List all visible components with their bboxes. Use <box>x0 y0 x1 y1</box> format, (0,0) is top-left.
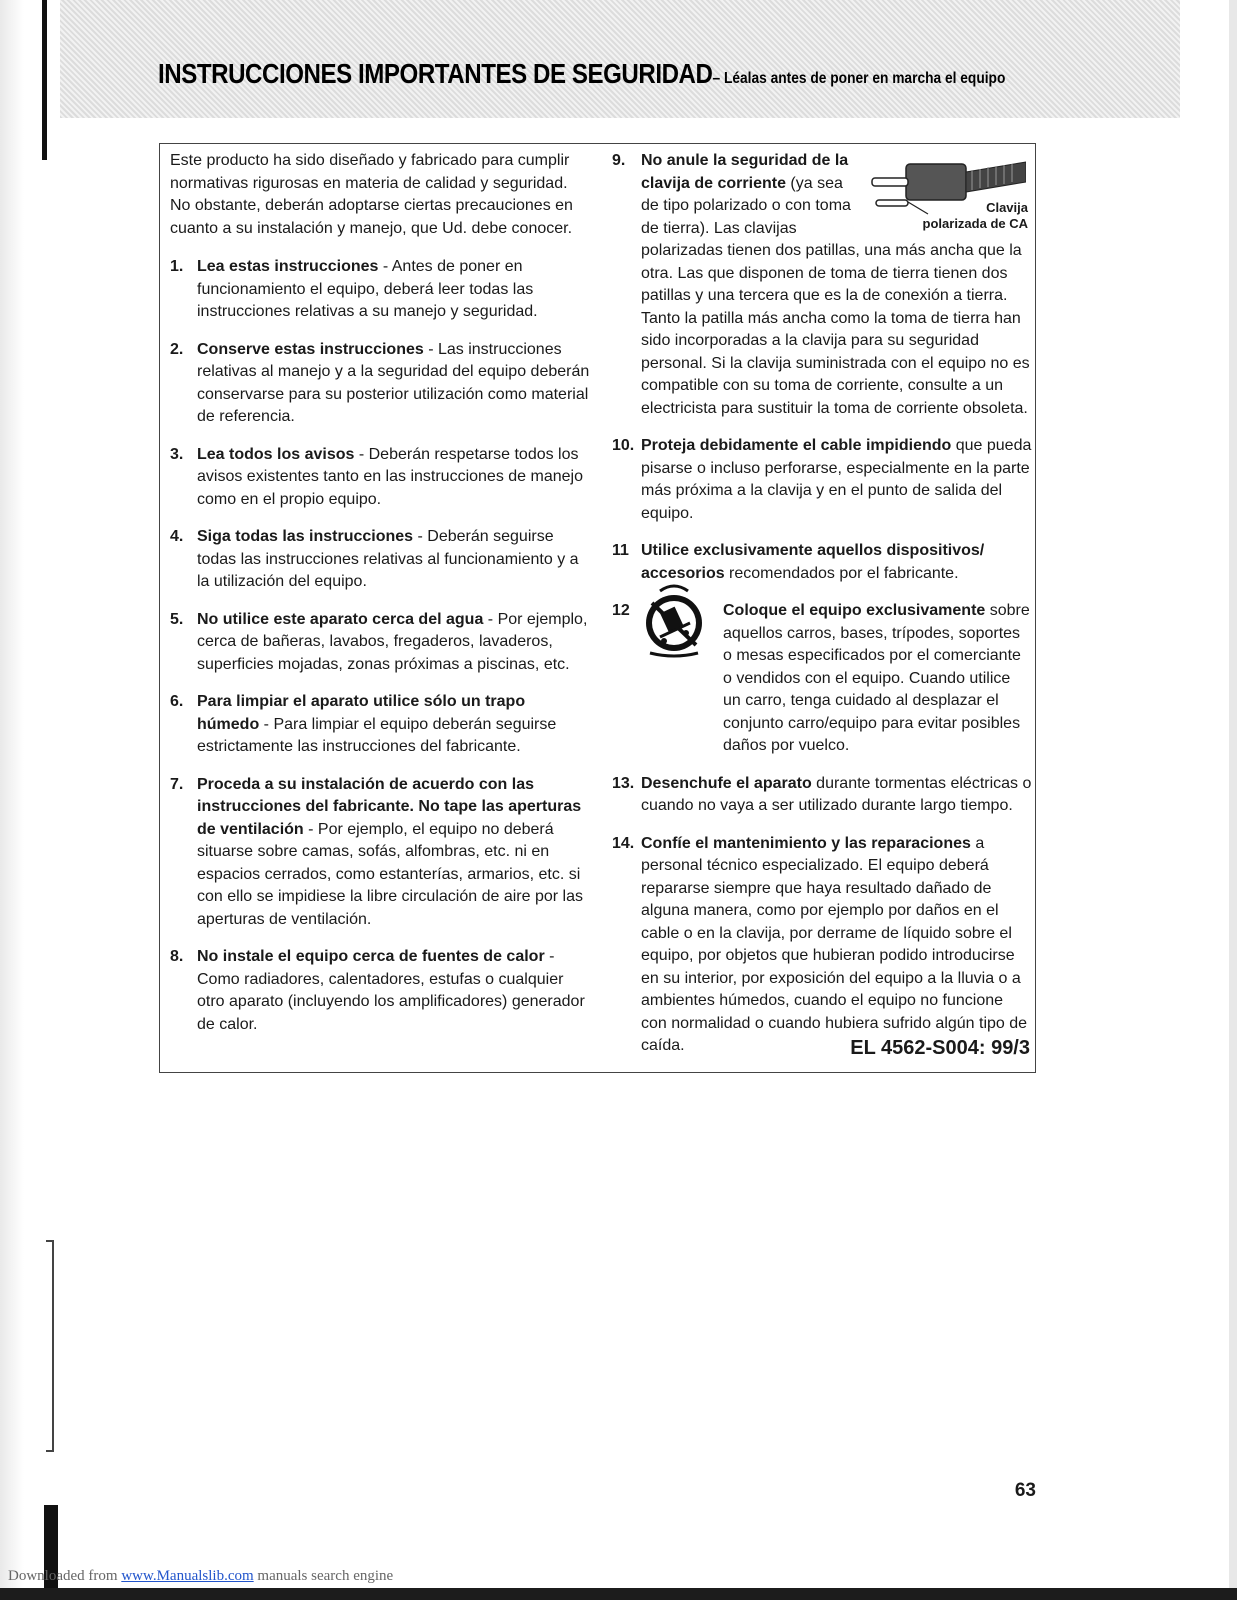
item-number: 4. <box>170 528 184 545</box>
list-item <box>612 833 1032 1058</box>
item-heading: Proteja debidamente el cable impidiendo <box>641 437 952 454</box>
item-number: 6. <box>170 693 184 710</box>
footer-prefix: Downloaded from <box>8 1568 122 1584</box>
download-footer <box>8 1568 393 1585</box>
list-item <box>170 526 590 594</box>
list-item <box>612 773 1032 818</box>
item-heading: Siga todas las instrucciones <box>197 528 414 545</box>
list-item <box>612 540 1032 585</box>
footer-suffix: manuals search engine <box>253 1568 394 1584</box>
list-item <box>170 691 590 759</box>
binding-mark <box>42 0 47 160</box>
item-number: 13. <box>612 774 635 792</box>
item-heading: Desenchufe el aparato <box>641 774 812 792</box>
document-code: EL 4562-S004: 99/3 <box>850 1037 1030 1059</box>
item-text: recomendados por el fabricante. <box>724 564 959 582</box>
item-heading: No instale el equipo cerca de fuentes de calor <box>197 948 545 965</box>
item-heading: Utilice exclusivamente aquellos dispositivos/ accesorios <box>641 542 985 582</box>
item-heading: Lea estas instrucciones <box>197 258 379 275</box>
item-number: 5. <box>170 610 184 628</box>
item-text: - Deberán respetarse todos los avisos existentes tanto en las instrucciones de manejo como en el propio equipo. <box>197 445 583 508</box>
item-number: 10. <box>612 437 635 454</box>
item-number: 3. <box>170 445 184 463</box>
title-subtitle: – Léalas antes de poner en marcha el equipo <box>712 70 1006 87</box>
scan-edge-right <box>1229 0 1237 1600</box>
item-text: - Por ejemplo, cerca de bañeras, lavabos, fregaderos, lavaderos, superficies mojadas, zonas próximas a piscinas, etc. <box>197 610 588 673</box>
item-heading: No anule la seguridad de la clavija de corriente <box>641 152 849 192</box>
bottom-scan-bar <box>0 1588 1237 1600</box>
item-number: 1. <box>170 258 184 275</box>
list-item <box>170 339 590 429</box>
footer-link[interactable]: www.Manualslib.com <box>121 1568 254 1584</box>
item-number: 8. <box>170 948 184 965</box>
item-number: 2. <box>170 340 184 358</box>
list-item <box>170 946 590 1036</box>
page-number: 63 <box>1014 1480 1036 1501</box>
margin-bracket <box>46 1240 54 1452</box>
item-text: - Por ejemplo, el equipo no deberá situarse sobre camas, sofás, alfombras, etc. ni en espacios cerrados, como estanterías, armarios, etc. si con ello se impidiese la libre circulación de aire por las aperturas de ventilación. <box>197 820 583 928</box>
plug-label-line2: polarizada de CA <box>922 216 1028 231</box>
item-text: - Deberán seguirse todas las instrucciones relativas al funcionamiento y a la utilización del equipo. <box>197 528 579 590</box>
item-heading: Lea todos los avisos <box>197 445 355 463</box>
list-item <box>170 256 590 324</box>
page-title <box>158 58 1005 90</box>
item-text: que pueda pisarse o incluso perforarse, especialmente en la parte más próxima a la clavija y en el punto de salida del equipo. <box>641 437 1032 522</box>
item-number: 11 <box>612 542 629 559</box>
item-heading: Confíe el mantenimiento y las reparaciones <box>641 834 971 852</box>
title-main: INSTRUCCIONES IMPORTANTES DE SEGURIDAD <box>158 58 713 89</box>
binding-mark-bottom <box>44 1505 58 1600</box>
item-heading: Proceda a su instalación de acuerdo con las instrucciones del fabricante. No tape las aperturas de ventilación <box>197 775 582 838</box>
item-text: - Como radiadores, calentadores, estufas o cualquier otro aparato (incluyendo los amplificadores) generador de calor. <box>197 948 585 1033</box>
left-column <box>170 150 590 1051</box>
item-heading: No utilice este aparato cerca del agua <box>197 610 484 628</box>
item-text: durante tormentas eléctricas o cuando no vaya a ser utilizado durante largo tiempo. <box>641 774 1032 814</box>
cart-warning-icon <box>640 583 708 658</box>
item-text: - Las instrucciones relativas al manejo y a la seguridad del equipo deberán conservarse para su posterior utilización como material de referencia. <box>197 340 590 425</box>
item-heading: Conserve estas instrucciones <box>197 340 424 358</box>
scan-edge <box>0 0 24 1600</box>
item-text: sobre aquellos carros, bases, trípodes, soportes o mesas especificados por el comerciante o vendidos con el equipo. Cuando utilice un carro, tenga cuidado al desplazar el conjunto carro/equipo para evitar posibles daños por vuelco. <box>723 602 1030 754</box>
item-text: (ya sea de tipo polarizado o con toma de tierra). Las clavijas polarizadas tienen dos patillas, una más ancha que la otra. Las que disponen de toma de tierra tienen dos patillas y una tercera que es la de conexión a tierra. Tanto la patilla más ancha como la toma de tierra han sido incorporadas a la clavija para su seguridad personal. Si la clavija suministrada con el equipo no es compatible con su toma de corriente, consulte a un electricista para sustituir la toma de corriente obsoleta. <box>641 174 1030 417</box>
item-number: 12 <box>612 602 630 619</box>
item-text: - Antes de poner en funcionamiento el equipo, deberá leer todas las instrucciones relativas a su manejo y seguridad. <box>197 258 538 320</box>
list-item <box>612 435 1032 525</box>
list-item <box>170 609 590 677</box>
intro-paragraph: Este producto ha sido diseñado y fabricado para cumplir normativas rigurosas en materia de calidad y seguridad. No obstante, deberán adoptarse ciertas precauciones en cuanto a su instalación y manejo, que Ud. debe conocer. <box>170 152 573 237</box>
item-number: 14. <box>612 834 635 852</box>
plug-figure-label <box>918 200 1028 232</box>
item-text: - Para limpiar el equipo deberán seguirse estrictamente las instrucciones del fabricante. <box>197 715 557 755</box>
list-item <box>170 444 590 512</box>
item-text: a personal técnico especializado. El equipo deberá repararse siempre que haya resultado dañado de alguna manera, como por ejemplo por daños en el cable o en la clavija, por derrame de líquido sobre el equipo, por objetos que hubieran podido introducirse en su interior, por exposición del equipo a la lluvia o a ambientes húmedos, cuando el equipo no funcione con normalidad o cuando hubiera sufrido algún tipo de caída. <box>641 834 1028 1054</box>
plug-label-line1: Clavija <box>986 200 1028 215</box>
list-item <box>170 774 590 932</box>
item-heading: Para limpiar el aparato utilice sólo un trapo húmedo <box>197 693 526 733</box>
item-number: 7. <box>170 775 184 793</box>
item-number: 9. <box>612 152 626 169</box>
item-heading: Coloque el equipo exclusivamente <box>723 602 986 619</box>
